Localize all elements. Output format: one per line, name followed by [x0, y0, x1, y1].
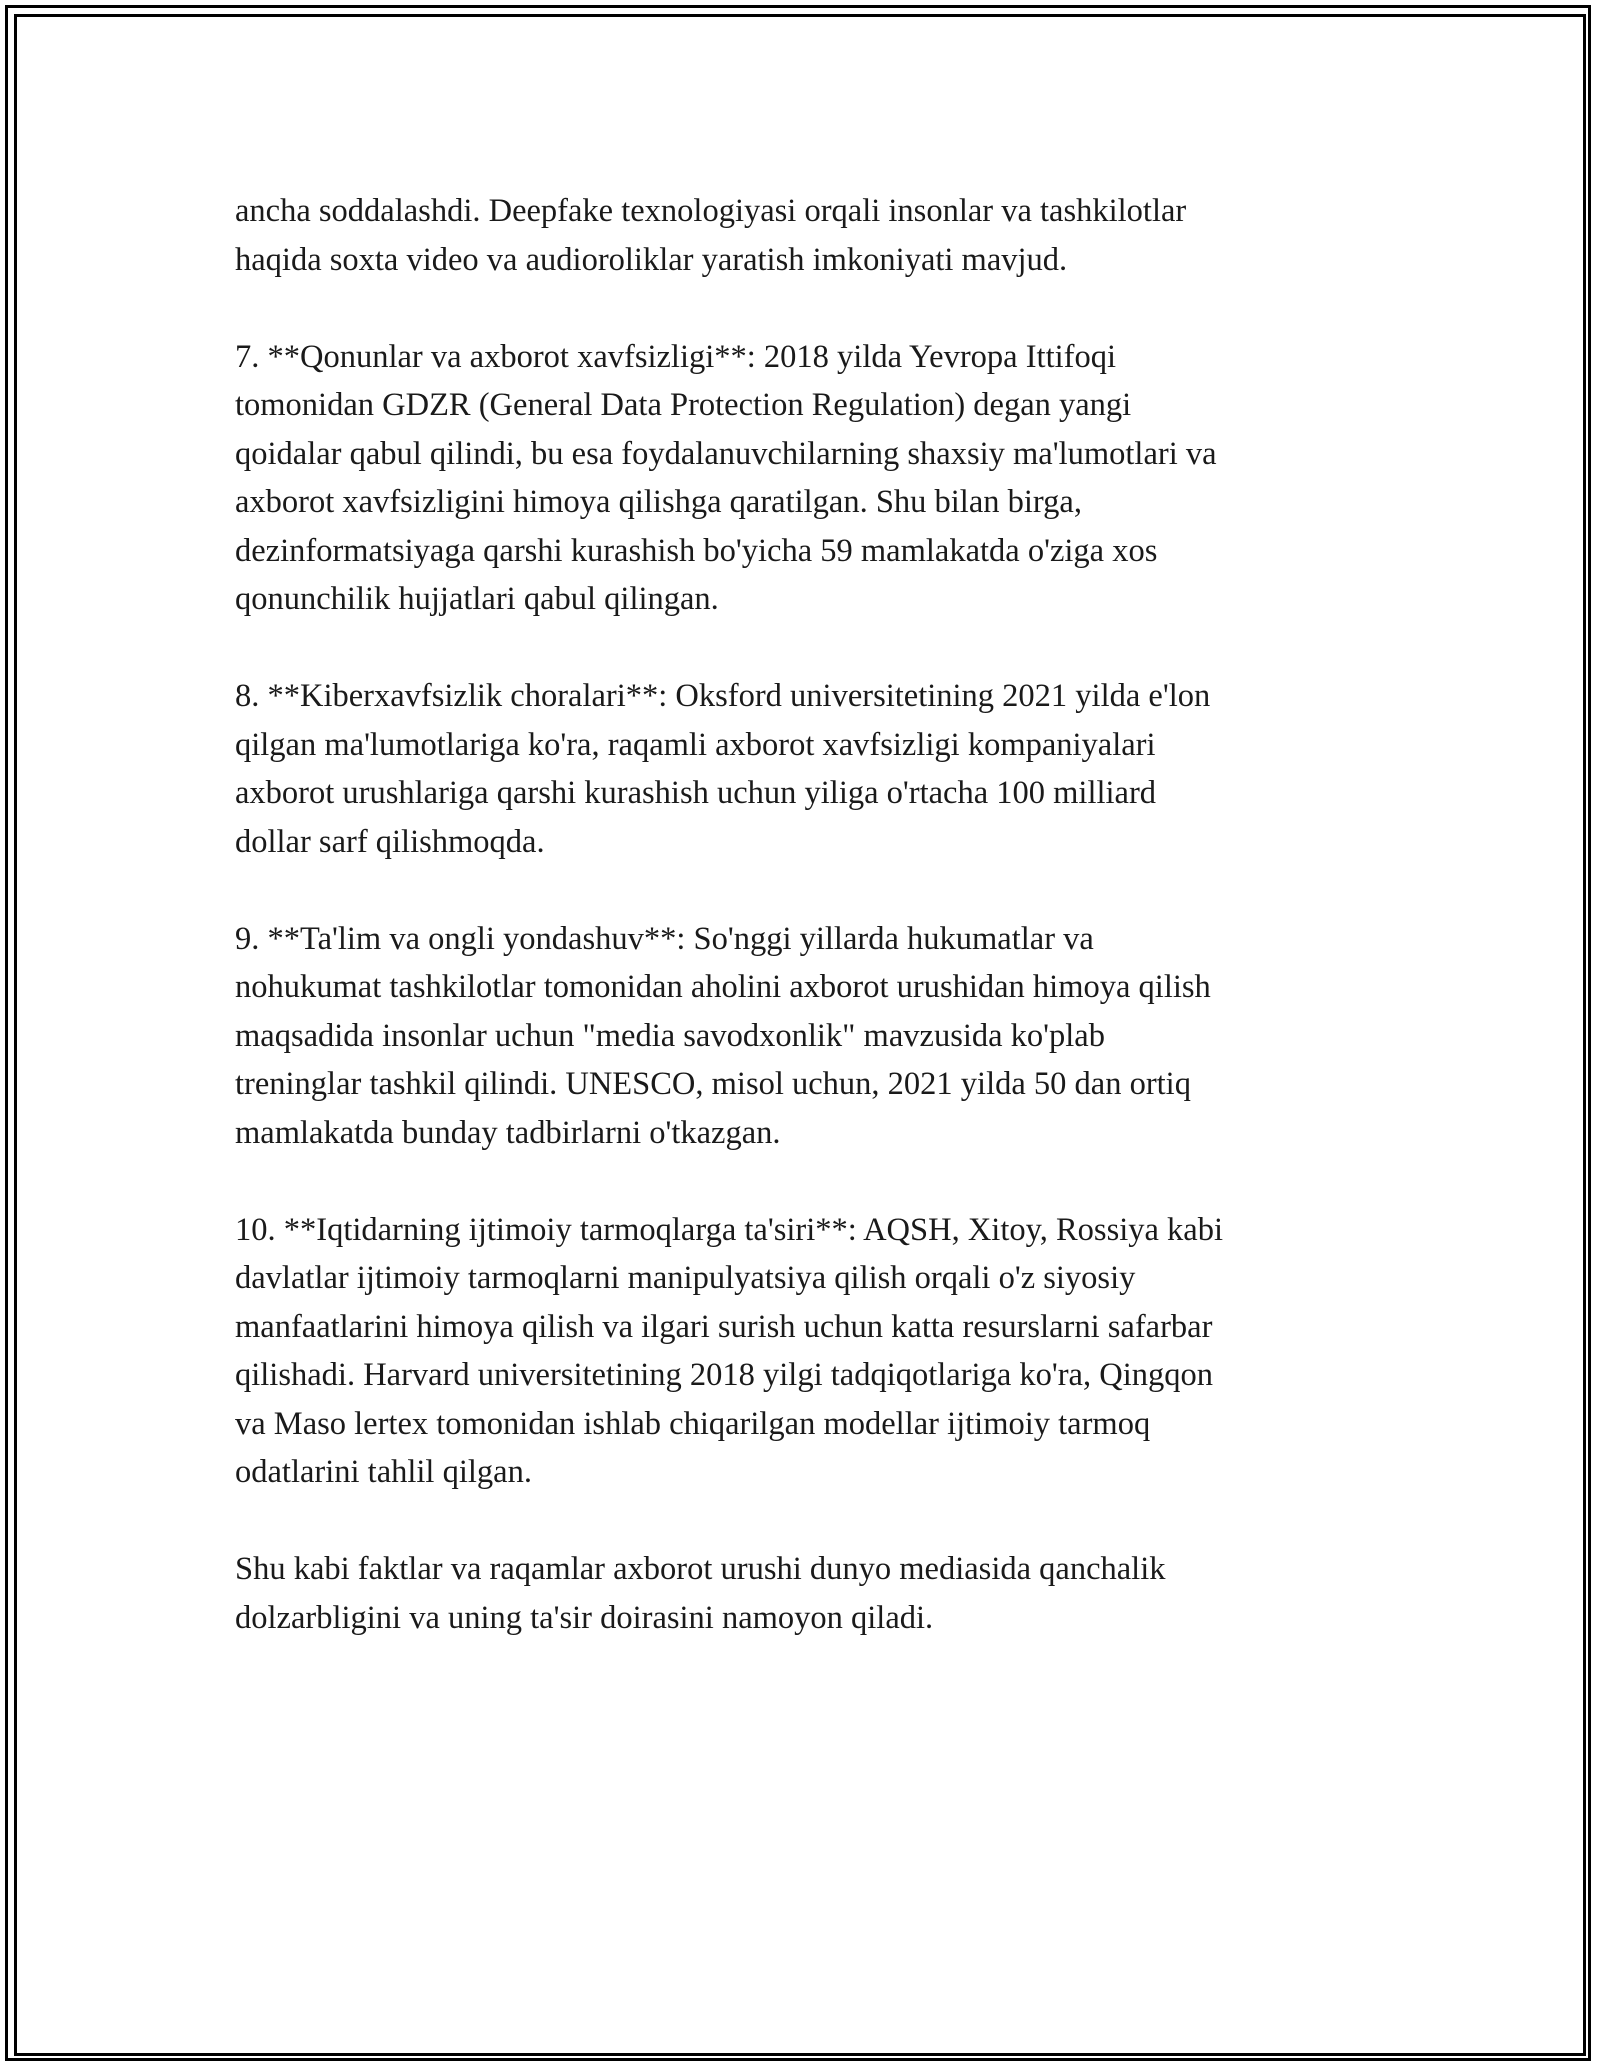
text-line: dolzarbligini va uning ta'sir doirasini namoyon qiladi. — [235, 1599, 934, 1636]
text-line: manfaatlarini himoya qilish va ilgari surish uchun katta resurslarni safarbar — [235, 1308, 1213, 1345]
paragraph-item-10 — [235, 1206, 1375, 1497]
paragraph-item-8 — [235, 672, 1375, 866]
text-line: 10. **Iqtidarning ijtimoiy tarmoqlarga ta'siri**: AQSH, Xitoy, Rossiya kabi — [235, 1211, 1223, 1248]
paragraph-deepfake — [235, 187, 1375, 284]
text-line: 9. **Ta'lim va ongli yondashuv**: So'nggi yillarda hukumatlar va — [235, 920, 1094, 957]
text-line: davlatlar ijtimoiy tarmoqlarni manipulyatsiya qilish orqali o'z siyosiy — [235, 1260, 1136, 1296]
text-line: axborot xavfsizligini himoya qilishga qaratilgan. Shu bilan birga, — [235, 484, 1082, 520]
text-line: dezinformatsiyaga qarshi kurashish bo'yicha 59 mamlakatda o'ziga xos — [235, 532, 1158, 569]
text-line: Shu kabi faktlar va raqamlar axborot urushi dunyo mediasida qanchalik — [235, 1551, 1166, 1587]
text-line: 8. **Kiberxavfsizlik choralari**: Oksford universitetining 2021 yilda e'lon — [235, 678, 1211, 714]
paragraph-item-9 — [235, 915, 1375, 1158]
text-line: qilishadi. Harvard universitetining 2018 yilgi tadqiqotlariga ko'ra, Qingqon — [235, 1357, 1213, 1393]
text-line: odatlarini tahlil qilgan. — [235, 1454, 532, 1490]
text-line: qilgan ma'lumotlariga ko'ra, raqamli axborot xavfsizligi kompaniyalari — [235, 726, 1156, 763]
text-line: ancha soddalashdi. Deepfake texnologiyasi orqali insonlar va tashkilotlar — [235, 193, 1187, 229]
text-line: qonunchilik hujjatlari qabul qilingan. — [235, 581, 719, 617]
text-line: qoidalar qabul qilindi, bu esa foydalanuvchilarning shaxsiy ma'lumotlari va — [235, 435, 1217, 472]
text-line: nohukumat tashkilotlar tomonidan aholini axborot urushidan himoya qilish — [235, 969, 1211, 1005]
paragraph-conclusion — [235, 1545, 1375, 1642]
text-line: axborot urushlariga qarshi kurashish uchun yiliga o'rtacha 100 milliard — [235, 775, 1157, 811]
text-line: mamlakatda bunday tadbirlarni o'tkazgan. — [235, 1114, 781, 1151]
text-line: dollar sarf qilishmoqda. — [235, 823, 545, 860]
text-line: treninglar tashkil qilindi. UNESCO, misol uchun, 2021 yilda 50 dan ortiq — [235, 1066, 1191, 1102]
paragraph-item-7 — [235, 333, 1375, 624]
text-line: tomonidan GDZR (General Data Protection Regulation) degan yangi — [235, 387, 1132, 423]
text-line: maqsadida insonlar uchun "media savodxonlik" mavzusida ko'plab — [235, 1017, 1105, 1054]
text-line: 7. **Qonunlar va axborot xavfsizligi**: 2018 yilda Yevropa Ittifoqi — [235, 338, 1116, 375]
text-line: va Maso lertex tomonidan ishlab chiqarilgan modellar ijtimoiy tarmoq — [235, 1405, 1151, 1442]
document-body — [235, 187, 1375, 1691]
text-line: haqida soxta video va audioroliklar yaratish imkoniyati mavjud. — [235, 241, 1068, 278]
